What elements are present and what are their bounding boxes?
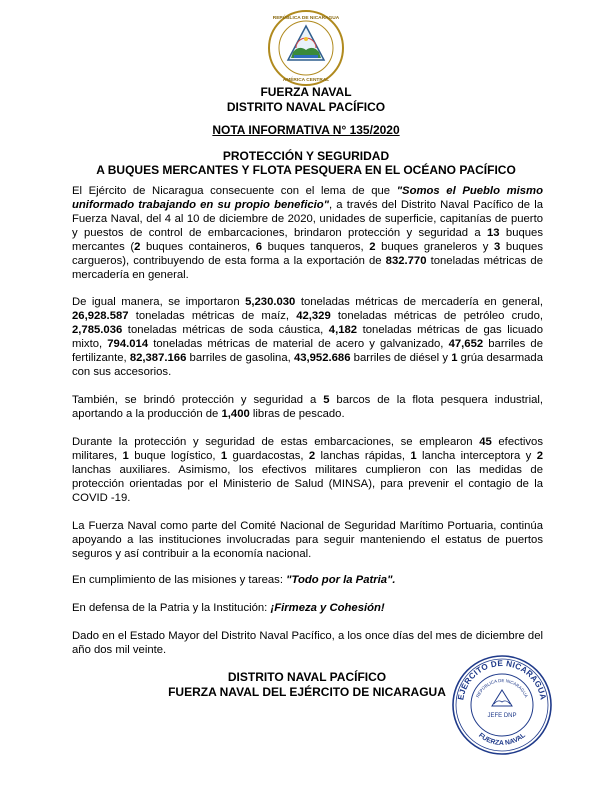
stamp-inner-text: REPÚBLICA DE NICARAGUA xyxy=(475,677,529,699)
text-run: toneladas métricas de mercadería en general, xyxy=(295,296,543,308)
text-run: libras de pescado. xyxy=(249,408,345,420)
paragraph-exports xyxy=(72,184,543,282)
paragraph-motto xyxy=(72,573,543,587)
text-run: En cumplimiento de las misiones y tareas: xyxy=(72,574,287,586)
text-run: toneladas métricas de mercadería en general. xyxy=(72,255,543,281)
paragraph-fishing-fleet xyxy=(72,393,543,421)
text-run: 42,329 xyxy=(296,310,331,322)
text-run: "Somos el Pueblo mismo uniformado trabajando en su propio beneficio" xyxy=(72,185,543,211)
text-run: toneladas métricas de petróleo crudo, xyxy=(330,310,543,322)
text-run: grúa desarmada con sus accesorios. xyxy=(72,352,544,378)
text-run: toneladas métricas de material de acero y galvanizado, xyxy=(148,338,449,350)
text-run: , a través del Distrito Naval Pacífico de la Fuerza Naval, del 4 al 10 de diciembre de 2020, unidades de superficie, capitanías de puerto y puestos de control de embarcaciones, brindaron protección y seguridad a xyxy=(72,199,543,239)
text-run: buques tanqueros, xyxy=(262,241,370,253)
text-run: barcos de la flota pesquera industrial, aportando a la producción de xyxy=(72,394,544,420)
text-run: 82,387.166 xyxy=(129,352,187,364)
paragraph-date xyxy=(72,629,543,657)
subject-line-1: PROTECCIÓN Y SEGURIDAD xyxy=(222,149,390,163)
text-run: efectivos militares, xyxy=(72,436,543,462)
text-run: toneladas métricas de soda cáustica, xyxy=(122,324,329,336)
paragraph-imports xyxy=(72,295,543,379)
text-run: 5,230.030 xyxy=(245,296,296,308)
text-run: 43,952.686 xyxy=(293,352,351,364)
text-run: barriles de fertilizante, xyxy=(72,338,543,364)
text-run: buque logístico, xyxy=(128,450,221,462)
text-run: 1 xyxy=(122,450,129,462)
organization-name: FUERZA NAVAL xyxy=(260,85,352,99)
text-run: ¡Firmeza y Cohesión! xyxy=(270,602,385,614)
text-run: 1,400 xyxy=(221,408,250,420)
text-run: "Todo por la Patria". xyxy=(286,574,396,586)
text-run: guardacostas, xyxy=(227,450,309,462)
svg-text:REPÚBLICA DE NICARAGUA: REPÚBLICA DE NICARAGUA xyxy=(272,16,340,21)
text-run: 2 xyxy=(536,450,543,462)
text-run: 26,928.587 xyxy=(72,310,129,322)
signature-line-1: DISTRITO NAVAL PACÍFICO xyxy=(227,670,387,684)
text-run: 1 xyxy=(410,450,417,462)
text-run: 4,182 xyxy=(328,324,358,336)
text-run: 832.770 xyxy=(385,255,427,267)
text-run: 2 xyxy=(308,450,316,462)
text-run: buques mercantes ( xyxy=(72,227,543,253)
text-run: lanchas auxiliares. Asimismo, los efectivos militares cumplieron con las medidas de protección orientadas por el Ministerio de Salud (MINSA), para prevenir el contagio de la COVID -19. xyxy=(72,464,543,504)
text-run: lanchas rápidas, xyxy=(315,450,411,462)
text-run: 6 xyxy=(255,241,263,253)
text-run: Durante la protección y seguridad de estas embarcaciones, se emplearon xyxy=(72,436,480,448)
text-run: 2 xyxy=(134,241,141,253)
nicaragua-coat-of-arms-icon xyxy=(266,8,346,88)
stamp-center-label: JEFE DNP xyxy=(487,713,517,719)
signature-line-2: FUERZA NAVAL DEL EJÉRCITO DE NICARAGUA xyxy=(168,685,446,699)
text-run: 13 xyxy=(487,227,500,239)
text-run: El Ejército de Nicaragua consecuente con el lema de que xyxy=(72,185,397,197)
text-run: La Fuerza Naval como parte del Comité Nacional de Seguridad Marítimo Portuaria, continúa apoyando a las instituciones involucradas para seguir manteniendo el estatus de puertos seguros y así contribuir a la economía nacional. xyxy=(72,520,543,560)
paragraph-resources xyxy=(72,435,543,505)
note-title: NOTA INFORMATIVA N° 135/2020 xyxy=(212,123,400,137)
text-run: 5 xyxy=(323,394,330,406)
text-run: De igual manera, se importaron xyxy=(72,296,246,308)
text-run: También, se brindó protección y seguridad a xyxy=(72,394,324,406)
text-run: Dado en el Estado Mayor del Distrito Naval Pacífico, a los once días del mes de diciembre del año dos mil veinte. xyxy=(72,630,543,656)
text-run: 1 xyxy=(220,450,228,462)
stamp-ring-text: EJÉRCITO DE NICARAGUA xyxy=(456,658,548,701)
text-run: 794.014 xyxy=(107,338,149,350)
text-run: 45 xyxy=(479,436,492,448)
text-run: 1 xyxy=(451,352,458,364)
text-run: buques cargueros), contribuyendo de esta forma a la exportación de xyxy=(72,241,543,267)
subject-line-2: A BUQUES MERCANTES Y FLOTA PESQUERA EN EL OCÉANO PACÍFICO xyxy=(96,163,516,177)
paragraph-defense xyxy=(72,601,543,615)
text-run: buques graneleros y xyxy=(375,241,495,253)
district-name: DISTRITO NAVAL PACÍFICO xyxy=(226,100,386,114)
text-run: 3 xyxy=(494,241,501,253)
text-run: barriles de diésel y xyxy=(350,352,452,364)
text-run: toneladas métricas de gas licuado mixto, xyxy=(72,324,544,350)
text-run: barriles de gasolina, xyxy=(186,352,294,364)
text-run: 2 xyxy=(369,241,376,253)
svg-text:AMÉRICA CENTRAL: AMÉRICA CENTRAL xyxy=(282,78,330,83)
paragraph-committee xyxy=(72,519,543,561)
text-run: 2,785.036 xyxy=(72,324,123,336)
stamp-bottom-text: FUERZA NAVAL xyxy=(477,732,527,748)
text-run: toneladas métricas de maíz, xyxy=(128,310,297,322)
text-run: buques containeros, xyxy=(140,241,256,253)
svg-text:FUERZA NAVAL xyxy=(477,732,527,747)
text-run: En defensa de la Patria y la Institución: xyxy=(72,602,271,614)
text-run: 47,652 xyxy=(448,338,484,350)
text-run: lancha interceptora y xyxy=(416,450,537,462)
official-stamp-icon xyxy=(451,654,553,756)
